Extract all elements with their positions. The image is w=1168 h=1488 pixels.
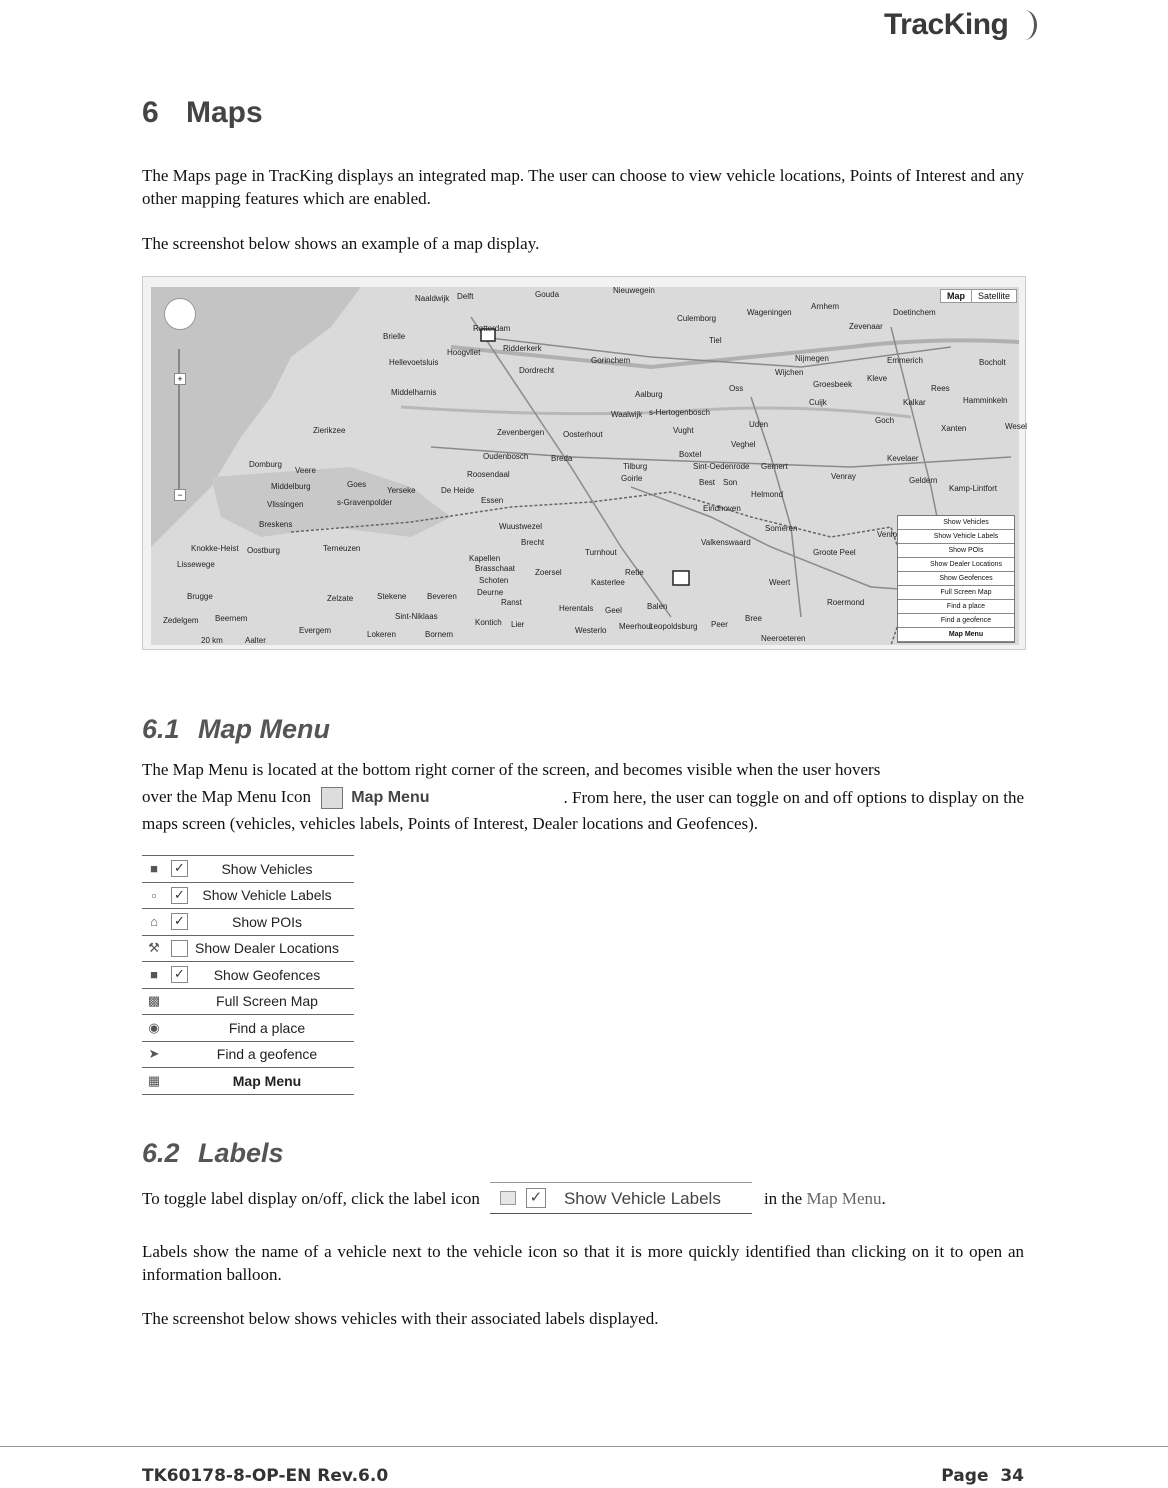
mini-menu-item[interactable]: Find a geofence [898,614,1014,628]
place-label: Stekene [377,592,407,601]
place-label: Breda [551,454,573,463]
place-label: Bree [745,614,762,623]
place-label: Gemert [761,462,788,471]
place-label: Kapellen [469,554,501,563]
footer-doc-id: TK60178-8-OP-EN Rev.6.0 [142,1466,389,1486]
place-label: Deurne [477,588,504,597]
text-span: To toggle label display on/off, click the label icon [142,1188,480,1208]
map-type-toggle[interactable] [940,289,1017,303]
place-label: Schoten [479,576,509,585]
place-label: Someren [765,524,798,533]
text-span: over the Map Menu Icon [142,786,312,806]
menu-item-show-vehicles[interactable] [142,855,354,882]
place-label: Beernem [215,614,248,623]
place-label: Meerhout [619,622,653,631]
map-menu-inline-icon [315,786,429,809]
place-label: Kevelaer [887,454,919,463]
mini-menu-item[interactable]: Show Vehicles [898,516,1014,530]
monitor-icon: ▩ [147,993,161,1009]
mini-menu-item[interactable]: Show POIs [898,544,1014,558]
place-label: Goirle [621,474,643,483]
map-screenshot [142,276,1026,650]
menu-item-label: Find a place [228,1019,306,1036]
place-label: Kamp-Lintfort [949,484,998,493]
logo-text: TracKing [884,8,1009,41]
menu-item-full-screen-map[interactable] [142,988,354,1015]
vehicle-marker [673,571,689,585]
map-menu-label: Map Menu [351,789,430,807]
checkbox-checked-icon[interactable]: ✓ [171,887,188,904]
section-number: 6 [142,96,159,129]
place-label: Weert [769,578,791,587]
zoom-out-icon[interactable]: − [174,489,186,501]
intro-paragraph: The Maps page in TracKing displays an integrated map. The user can choose to view vehicle locations, Points of Interest and any other mapping features which are enabled. [142,166,1024,208]
map-type-map-button[interactable]: Map [941,290,972,302]
menu-item-label: Show Vehicles [221,860,313,877]
place-label: s-Gravenpolder [337,498,393,507]
menu-item-find-a-place[interactable] [142,1014,354,1041]
place-label: Delft [457,292,474,301]
place-label: Zoersel [535,568,562,577]
place-label: Kalkar [903,398,926,407]
show-vehicle-labels-label: Show Vehicle Labels [563,1188,721,1208]
paragraph-line: maps screen (vehicles, vehicles labels, Points of Interest, Dealer locations and Geofences). [142,814,759,833]
page-label: Page [941,1466,989,1486]
subsection-title: Labels [198,1138,284,1168]
place-label: s-Hertogenbosch [649,408,710,417]
place-label: Zevenaar [849,322,883,331]
place-label: Geel [605,606,622,615]
section-heading [142,96,263,130]
place-label: Veghel [731,440,756,449]
place-label: Kontich [475,618,502,627]
place-label: Naaldwijk [415,294,450,303]
place-label: Hellevoetsluis [389,358,439,367]
place-label: Goes [347,480,367,489]
logo-signal-icon [1012,10,1037,40]
labels-paragraph: Labels show the name of a vehicle next to the vehicle icon so that it is more quickly identified than clicking on it to open an information balloon. [142,1242,1024,1284]
place-label: Turnhout [585,548,617,557]
map-menu-paragraph [142,758,1024,835]
place-label: Veere [295,466,316,475]
checkbox-checked-icon[interactable]: ✓ [171,913,188,930]
place-label: Groesbeek [813,380,853,389]
place-label: Aalburg [635,390,663,399]
place-label: Brielle [383,332,406,341]
place-label: Ridderkerk [503,344,542,353]
checkbox-unchecked-icon[interactable] [171,940,188,957]
subsection-title: Map Menu [198,714,330,744]
place-label: Kasterlee [591,578,625,587]
label-icon: ▫ [151,887,157,903]
truck-icon: ■ [150,861,158,877]
place-label: Herentals [559,604,594,613]
place-label: Eindhoven [703,504,741,513]
place-label: Zedelgem [163,616,199,625]
place-label: Lissewege [177,560,215,569]
place-label: Balen [647,602,668,611]
geofence-square-icon: ■ [150,967,158,983]
menu-item-label: Find a geofence [216,1046,318,1063]
place-label: Neeroeteren [761,634,806,643]
place-label: Middelharnis [391,388,437,397]
place-label: Wijchen [775,368,804,377]
map-canvas [151,286,1028,645]
place-label: Ranst [501,598,522,607]
place-label: Roosendaal [467,470,510,479]
place-label: Bocholt [979,358,1006,367]
place-label: Bornem [425,630,454,639]
place-label: De Heide [441,486,475,495]
place-label: Waalwijk [611,410,643,419]
place-label: Evergem [299,626,332,635]
page-number: 34 [1000,1466,1024,1486]
wrench-icon: ⚒ [148,940,160,956]
subsection-heading [142,714,330,745]
place-label: Sint-Niklaas [395,612,438,621]
globe-icon: ◉ [148,1019,160,1035]
menu-item-show-pois[interactable] [142,908,354,935]
place-label: Son [723,478,738,487]
place-label: Venlo [877,530,898,539]
place-label: Gorinchem [591,356,631,365]
place-label: Kleve [867,374,888,383]
place-label: Oosterhout [563,430,603,439]
place-label: Brasschaat [475,564,516,573]
place-label: Valkenswaard [701,538,751,547]
place-label: Helmond [751,490,784,499]
place-label: Leopoldsburg [649,622,698,631]
place-label: Roermond [827,598,865,607]
estuary-area [211,467,451,537]
place-label: Westerlo [575,626,607,635]
place-label: Beveren [427,592,457,601]
place-label: Cuijk [809,398,827,407]
place-label: Nijmegen [795,354,829,363]
place-label: Uden [749,420,769,429]
menu-item-label: Show Geofences [213,966,321,983]
menu-item-map-menu[interactable] [142,1067,354,1095]
place-label: Tiel [709,336,722,345]
place-label: Culemborg [677,314,717,323]
place-label: Boxtel [679,450,702,459]
menu-item-label: Show Dealer Locations [195,940,339,957]
map-menu-overlay [897,515,1015,643]
menu-item-label: Full Screen Map [216,993,318,1010]
place-label: Arnhem [811,302,840,311]
mini-menu-item[interactable]: Show Geofences [898,572,1014,586]
checkbox-checked-icon[interactable]: ✓ [171,860,188,877]
subsection-number: 6.1 [142,714,180,744]
place-label: Vlissingen [267,500,304,509]
place-label: Essen [481,496,504,505]
place-label: Yerseke [387,486,416,495]
place-label: Terneuzen [323,544,361,553]
home-icon: ⌂ [150,914,158,930]
map-graphics [151,286,1028,645]
place-label: Lokeren [367,630,396,639]
place-label: Nieuwegein [613,286,655,295]
labels-toggle-line [142,1180,1024,1216]
mini-menu-item[interactable]: Show Vehicle Labels [898,530,1014,544]
place-label: Wuustwezel [499,522,542,531]
screenshot-caption: The screenshot below shows an example of a map display. [142,234,540,253]
place-label: Rees [931,384,950,393]
label-icon [500,1191,516,1205]
place-label: Brugge [187,592,213,601]
place-label: Oudenbosch [483,452,529,461]
place-label: Wesel [1005,422,1028,431]
map-icon [321,787,343,809]
place-label: Brecht [521,538,545,547]
place-label: Xanten [941,424,967,433]
place-label: Doetinchem [893,308,936,317]
pan-control-icon[interactable] [164,298,196,330]
place-label: Hoogvliet [447,348,481,357]
menu-item-show-geofences[interactable] [142,961,354,988]
place-label: Rotterdam [473,324,511,333]
checkbox-checked-icon[interactable]: ✓ [526,1188,546,1208]
place-label: Domburg [249,460,282,469]
place-label: Oss [729,384,744,393]
menu-item-label: Show Vehicle Labels [202,887,332,904]
text-span: in the [763,1188,803,1208]
place-label: Knokke-Heist [191,544,239,553]
place-label: Zevenbergen [497,428,545,437]
place-label: Emmerich [887,356,924,365]
place-label: Oostburg [247,546,280,555]
show-vehicle-labels-inline [490,1182,752,1214]
subsection-heading [142,1138,284,1169]
map-menu-link[interactable]: Map Menu [806,1188,882,1208]
place-label: Zierikzee [313,426,346,435]
section-title: Maps [186,96,263,129]
mini-menu-item[interactable]: Show Dealer Locations [898,558,1014,572]
menu-item-find-a-geofence[interactable] [142,1041,354,1068]
checkbox-checked-icon[interactable]: ✓ [171,966,188,983]
place-label: Groote Peel [813,548,856,557]
place-label: Sint-Oedenrode [693,462,750,471]
tracking-logo [884,8,1008,42]
map-menu-figure [142,855,354,1095]
labels-screenshot-caption: The screenshot below shows vehicles with their associated labels displayed. [142,1309,659,1328]
place-label: Dordrecht [519,366,555,375]
menu-item-label: Show POIs [231,913,303,930]
place-label: Zelzate [327,594,354,603]
place-label: Geldern [909,476,938,485]
menu-item-label: Map Menu [232,1072,302,1089]
text-span: . From here, the user can toggle on and off options to display on the [563,787,1024,807]
map-type-satellite-button[interactable]: Satellite [977,291,1010,301]
zoom-slider[interactable] [178,349,180,499]
arrow-right-icon: ➤ [148,1046,160,1062]
place-label: Vught [673,426,694,435]
footer-page [941,1466,1024,1486]
mini-menu-item[interactable]: Full Screen Map [898,586,1014,600]
place-label: Retie [625,568,644,577]
menu-item-show-dealer-locations[interactable] [142,935,354,962]
place-label: Tilburg [623,462,648,471]
place-label: Venray [831,472,856,481]
place-label: Wageningen [747,308,792,317]
place-label: Aalter [245,636,266,645]
place-label: Peer [711,620,728,629]
place-label: Hamminkeln [963,396,1008,405]
paragraph-line [142,782,1024,812]
paragraph-line: The Map Menu is located at the bottom right corner of the screen, and becomes visible when the user hovers [142,760,881,779]
map-icon: ▦ [147,1072,161,1088]
place-label: Gouda [535,290,560,299]
place-label: Goch [875,416,895,425]
menu-item-show-vehicle-labels[interactable] [142,882,354,909]
footer-divider [0,1446,1168,1447]
map-scale-label: 20 km [201,636,223,645]
zoom-in-icon[interactable]: + [174,373,186,385]
text-span: . [881,1188,886,1208]
place-label: Lier [511,620,525,629]
mini-menu-item[interactable]: Map Menu [898,628,1014,642]
place-label: Breskens [259,520,293,529]
subsection-number: 6.2 [142,1138,180,1168]
mini-menu-item[interactable]: Find a place [898,600,1014,614]
place-label: Middelburg [271,482,311,491]
place-label: Best [699,478,716,487]
